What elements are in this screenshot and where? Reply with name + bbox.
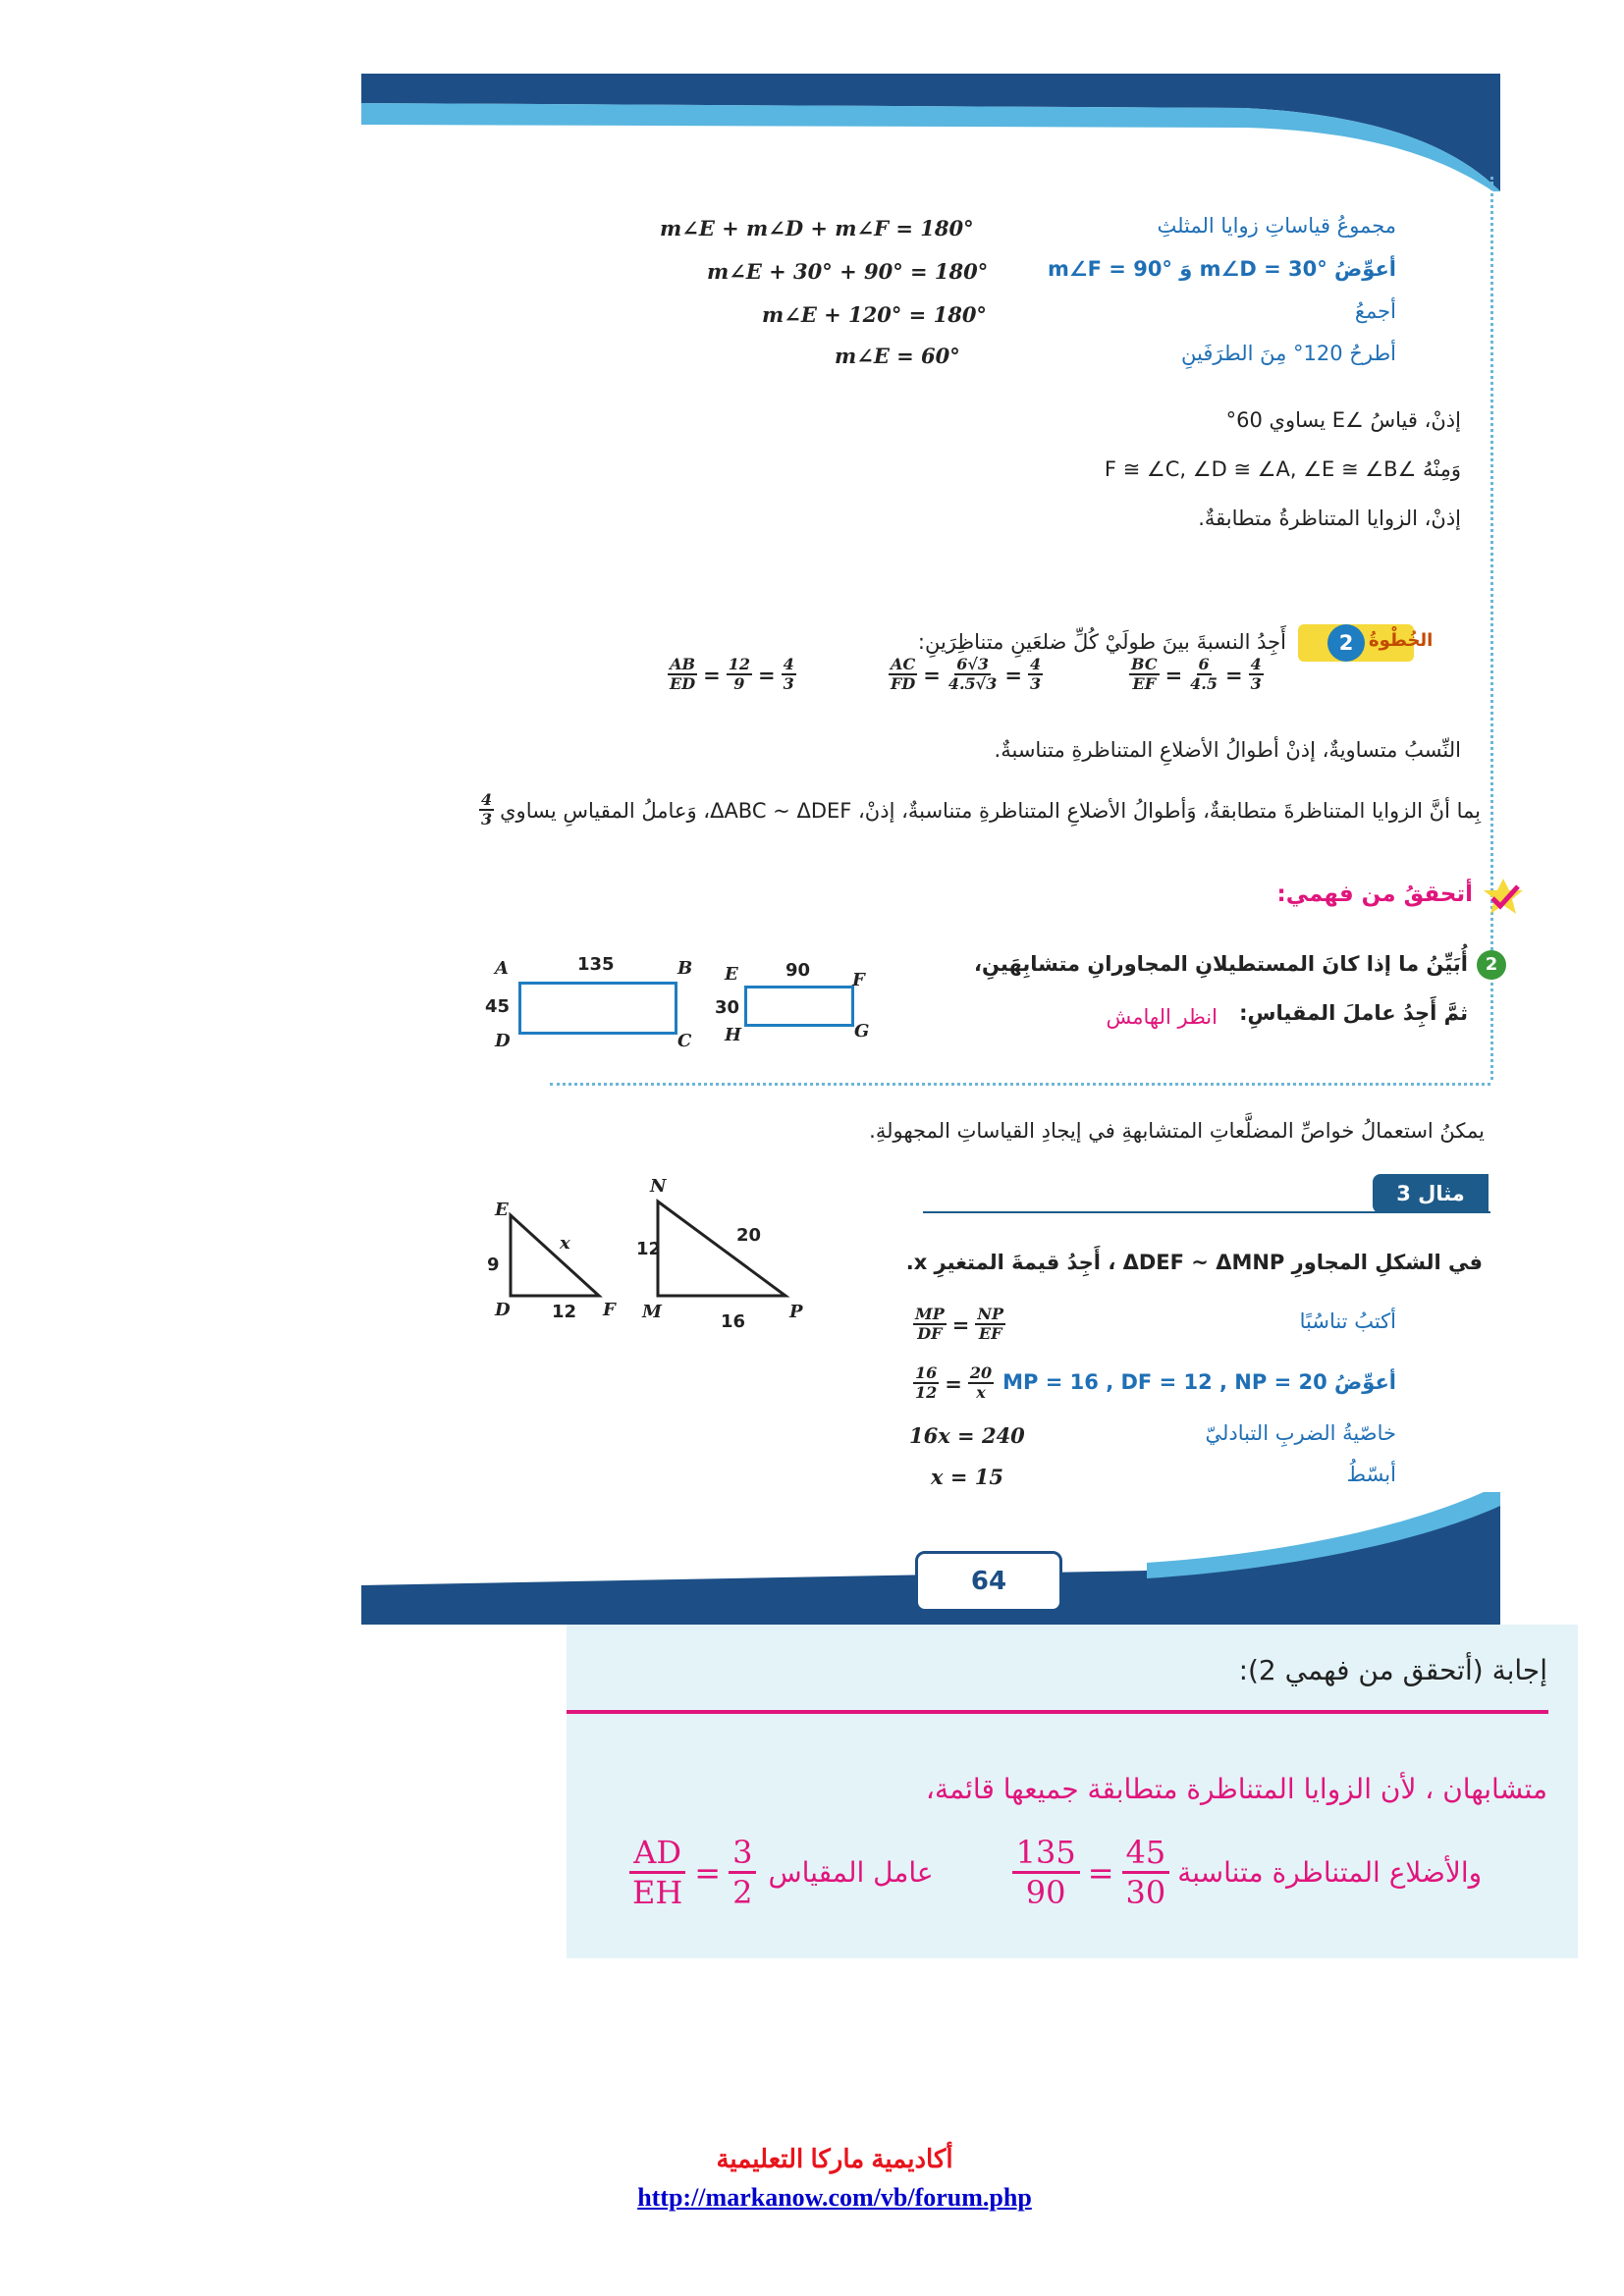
ratio-ab-ed: $\frac{AB}{ED}$ = $\frac{12}{9}$ = $\frac{4}{3}$ [670,655,794,693]
answer-scale-label: عامل المقياس [768,1856,934,1889]
step-math-3: m∠E + 120° = 180° [762,302,987,327]
similarity-conclusion: بِما أنَّ الزوايا المتناظرةَ متطابقةٌ، وَأطوالُ الأضلاعِ المتناظرةِ متناسبةٌ، إذنْ، ΔABC ~ ΔDEF، وَعاملُ المقياسِ يساوي [500,799,1481,823]
rect1-vertex-c: C [677,1031,692,1051]
answer-fraction-45-30: $\frac{45}{30}$ [1122,1834,1170,1911]
tri1-vertex-d: D [495,1300,511,1320]
example-proportion-2: $\frac{16}{12}$ = $\frac{20}{x}$ [915,1363,993,1402]
step-badge-label: الخُطْوةُ [1369,630,1434,651]
margin-note: انظر الهامش [1106,1005,1218,1029]
step-math-1: m∠E + m∠D + m∠F = 180° [660,216,974,240]
intro-text: يمكنُ استعمالُ خواصِّ المضلَّعاتِ المتشابهةِ في إيجادِ القياساتِ المجهولةِ. [869,1119,1485,1143]
rect1-length: 135 [577,954,615,975]
tri1-vertex-e: E [495,1200,509,1220]
triangle-mnp [658,1201,785,1296]
answer-title: إجابة (أتحقق من فهمي 2): [1238,1654,1547,1686]
check-title: أتحققُ من فهمي: [1276,881,1473,907]
tri1-hypotenuse: x [560,1233,570,1254]
tri2-vertex-p: P [789,1302,803,1322]
check-section-divider [550,1083,1490,1086]
tri2-base: 16 [721,1311,746,1332]
rect1-width: 45 [485,996,511,1017]
tri2-hypotenuse: 20 [736,1225,762,1246]
ratios-equal-text: النِّسبُ متساويةٌ، إذنْ أطوالُ الأضلاعِ المتناظرةِ متناسبةٌ. [994,738,1461,762]
tri1-base: 12 [552,1302,577,1322]
example-tab: مثال 3 [1373,1174,1489,1213]
rect2-vertex-f: F [852,970,865,990]
scale-factor-fraction: $\frac{4}{3}$ [481,790,493,828]
ratio-ac-fd: $\frac{AC}{FD}$ = $\frac{6√3}{4.5√3}$ = $\frac{4}{3}$ [891,655,1042,693]
rect2-length: 90 [785,960,811,981]
step-badge-number: 2 [1327,624,1365,662]
step-reason-4: أطرحُ 120° مِنَ الطرَفَينِ [1181,342,1396,365]
rect1-vertex-a: A [495,958,509,979]
academy-name: أكاديمية ماركا التعليمية [716,2144,953,2173]
tri1-side: 9 [487,1255,500,1275]
step-reason-1: مجموعُ قياساتِ زوايا المثلثِ [1157,214,1396,238]
conclusion-angles-match: إذنْ، الزوايا المتناظرةُ متطابقةٌ. [1198,507,1461,530]
tri2-vertex-m: M [642,1302,662,1322]
answer-line-1: متشابهان ، لأن الزوايا المتناظرة متطابقة جميعها قائمة، [925,1773,1547,1805]
example-proportion-1: $\frac{MP}{DF}$ = $\frac{NP}{EF}$ [915,1305,1004,1343]
step-math-2: m∠E + 30° + 90° = 180° [707,259,989,284]
rect2-width: 30 [715,997,740,1018]
step2-text: أَجِدُ النسبةَ بينَ طولَيْ كُلِّ ضلعَينِ متناظِرَينِ: [917,630,1286,654]
check-question-1: أُبَيِّنُ ما إذا كانَ المستطيلانِ المجاورانِ متشابِهَينِ، [974,952,1468,976]
answer-fraction-135-90: $\frac{135}{90}$ [1012,1834,1080,1911]
step-reason-2: أعوِّضُ m∠D = 30° وَ m∠F = 90° [1047,257,1396,281]
rect1-vertex-d: D [495,1031,511,1051]
example-step-4-reason: أبسّطُ [1346,1463,1396,1486]
rect2-vertex-h: H [725,1025,742,1045]
example-step-1-reason: أكتبُ تناسُبًا [1299,1309,1396,1333]
page-number: 64 [915,1551,1062,1612]
margin-dotted-line [1490,177,1493,1080]
tri2-side: 12 [636,1239,662,1259]
answer-fraction-ad-eh: $\frac{AD}{EH}$ [628,1834,686,1911]
tri2-vertex-n: N [650,1176,667,1197]
rect2-vertex-e: E [725,964,738,985]
triangle-def [511,1215,599,1296]
answer-fraction-3-2: $\frac{3}{2}$ [729,1834,756,1911]
rect2-vertex-g: G [854,1021,870,1041]
answer-line-2: $\frac{AD}{EH}$ = $\frac{3}{2}$ عامل المقياس $\frac{135}{90}$ = $\frac{45}{30}$ والأضلاع المتناظرة متناسبة [628,1834,1561,1911]
top-header-band [361,74,1500,191]
example-step-3-reason: خاصّيةُ الضربِ التبادليّ [1205,1421,1396,1445]
step-math-4: m∠E = 60° [835,344,960,368]
forum-link[interactable]: http://markanow.com/vb/forum.php [637,2183,1032,2212]
conclusion-angle-e: إذنْ، قياسُ ∠E يساوي 60° [1225,408,1461,432]
rectangle-abcd [518,982,677,1035]
rect1-vertex-b: B [677,958,693,979]
answer-proportional-text: والأضلاع المتناظرة متناسبة [1177,1856,1483,1889]
ratio-bc-ef: $\frac{BC}{EF}$ = $\frac{6}{4.5}$ = $\frac{4}{3}$ [1131,655,1262,693]
example-step-2-reason: أعوِّضُ MP = 16 , DF = 12 , NP = 20 [1002,1370,1396,1394]
check-number: 2 [1477,950,1506,980]
rectangle-efgh [744,986,854,1027]
step-reason-3: أجمعُ [1354,299,1396,323]
example-step-3-math: 16x = 240 [909,1423,1025,1448]
example-prompt: في الشكلِ المجاورِ ΔDEF ~ ΔMNP ، أَجِدُ قيمةَ المتغيرِ x. [905,1251,1483,1274]
conclusion-congruent-angles: وَمِنْهُ ∠F ≅ ∠C, ∠D ≅ ∠A, ∠E ≅ ∠B [1104,457,1461,481]
check-question-2: ثمَّ أَجِدُ عاملَ المقياسِ: [1239,1001,1468,1025]
check-star-icon [1481,877,1526,918]
example-step-4-math: x = 15 [931,1465,1003,1489]
tri1-vertex-f: F [603,1300,616,1320]
answer-divider [567,1710,1548,1714]
